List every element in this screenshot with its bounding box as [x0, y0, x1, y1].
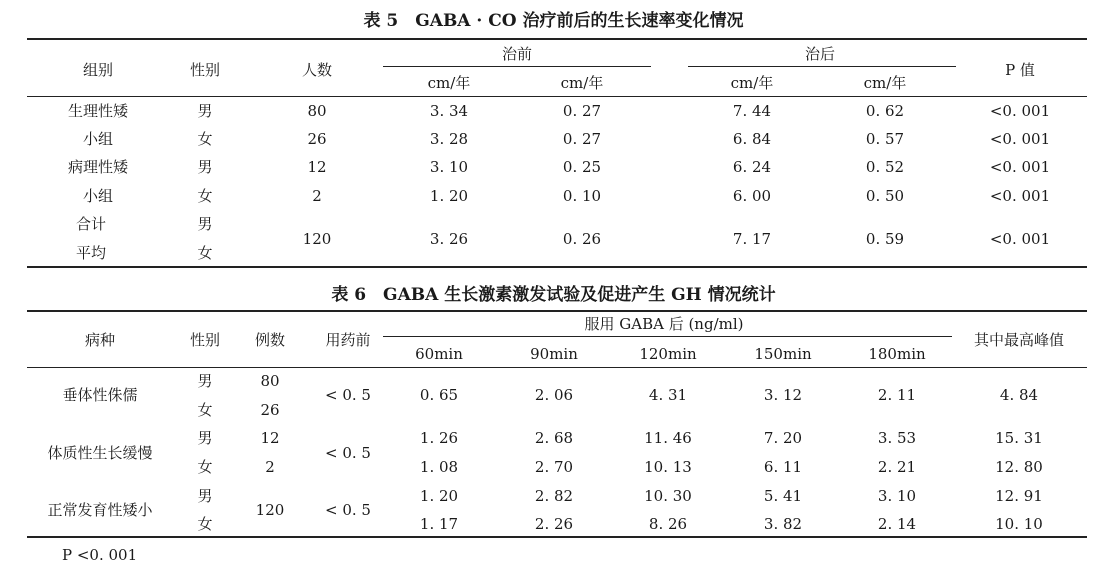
t5-total-a1: 7. 17	[732, 230, 772, 248]
t5-header-count: 人数	[301, 61, 333, 79]
t5-cell-p: <0. 001	[989, 158, 1051, 176]
t5-total-sex-m: 男	[197, 215, 213, 233]
t6-v120: 4. 31	[648, 386, 688, 404]
t6-v60: 1. 26	[419, 429, 459, 447]
t6-cases-m: 80	[260, 372, 280, 390]
t6-sex-f: 女	[197, 515, 213, 533]
t6-v180: 3. 53	[877, 429, 917, 447]
t6-peak: 15. 31	[995, 429, 1043, 447]
t5-unit-1: cm/年	[427, 74, 471, 92]
t5-unit-2: cm/年	[560, 74, 604, 92]
table5-title: 表 5 GABA · CO 治疗前后的生长速率变化情况	[363, 11, 744, 31]
t5-header-group: 组别	[82, 61, 114, 79]
t5-cell-count: 26	[307, 130, 327, 148]
t6-disease: 垂体性侏儒	[62, 386, 138, 404]
t6-header-after: 服用 GABA 后 (ng/ml)	[584, 315, 744, 333]
t5-cell-b2: 0. 27	[562, 130, 602, 148]
t6-disease: 正常发育性矮小	[47, 501, 153, 519]
t5-cell-sex: 女	[197, 130, 213, 148]
t5-cell-p: <0. 001	[989, 187, 1051, 205]
t6-v150: 7. 20	[763, 429, 803, 447]
t5-cell-b2: 0. 25	[562, 158, 602, 176]
t6-pre: < 0. 5	[325, 501, 371, 519]
t6-v120: 11. 46	[644, 429, 692, 447]
t5-total-sex-f: 女	[197, 244, 213, 262]
t5-unit-4: cm/年	[863, 74, 907, 92]
t5-cell-a2: 0. 52	[865, 158, 905, 176]
t5-cell-sex: 男	[197, 102, 213, 120]
t6-cases-m: 12	[260, 429, 280, 447]
t6-v150: 5. 41	[763, 487, 803, 505]
t5-header-after: 治后	[804, 45, 836, 63]
t5-header-p: P 值	[1005, 61, 1035, 79]
t6-v180: 2. 11	[877, 386, 917, 404]
t5-cell-count: 12	[307, 158, 327, 176]
t6-header-rule	[27, 367, 1087, 368]
t5-total-count: 120	[302, 230, 332, 248]
t6-v180: 2. 14	[877, 515, 917, 533]
t5-cell-sex: 女	[197, 187, 213, 205]
t6-header-disease: 病种	[84, 331, 116, 349]
t5-total-a2: 0. 59	[865, 230, 905, 248]
t6-v60: 1. 20	[419, 487, 459, 505]
t6-cases-f: 2	[265, 458, 275, 476]
t6-v60: 0. 65	[419, 386, 459, 404]
t5-cell-a2: 0. 62	[865, 102, 905, 120]
t6-sex-m: 男	[197, 429, 213, 447]
t5-cell-count: 80	[307, 102, 327, 120]
t5-cell-sex: 男	[197, 158, 213, 176]
t6-sex-m: 男	[197, 487, 213, 505]
t5-cell-b1: 3. 28	[429, 130, 469, 148]
t6-v120: 10. 30	[644, 487, 692, 505]
t6-v120: 8. 26	[648, 515, 688, 533]
t6-v90: 2. 82	[534, 487, 574, 505]
t6-sex-f: 女	[197, 401, 213, 419]
table6-bottom-rule	[27, 536, 1087, 538]
t5-cell-a1: 6. 24	[732, 158, 772, 176]
t6-header-90: 90min	[530, 345, 578, 363]
t6-v150: 6. 11	[763, 458, 803, 476]
t5-cell-a1: 7. 44	[732, 102, 772, 120]
t6-peak: 12. 91	[995, 487, 1043, 505]
t6-header-180: 180min	[868, 345, 926, 363]
t6-v90: 2. 06	[534, 386, 574, 404]
t5-cell-b1: 3. 34	[429, 102, 469, 120]
t6-v90: 2. 26	[534, 515, 574, 533]
t5-average-label: 平均	[75, 244, 107, 262]
t6-cases-f: 26	[260, 401, 280, 419]
t5-cell-a2: 0. 50	[865, 187, 905, 205]
table5-top-rule	[27, 38, 1087, 40]
t6-sex-m: 男	[197, 372, 213, 390]
t6-pre: < 0. 5	[325, 444, 371, 462]
t6-pre: < 0. 5	[325, 386, 371, 404]
t6-peak: 12. 80	[995, 458, 1043, 476]
t5-cell-count: 2	[312, 187, 322, 205]
t6-v150: 3. 12	[763, 386, 803, 404]
t5-header-rule	[27, 96, 1087, 97]
t5-total-p: <0. 001	[989, 230, 1051, 248]
t6-peak: 4. 84	[999, 386, 1039, 404]
t6-header-peak: 其中最高峰值	[973, 331, 1065, 349]
t5-cell-a2: 0. 57	[865, 130, 905, 148]
table5-bottom-rule	[27, 266, 1087, 268]
t6-header-120: 120min	[639, 345, 697, 363]
t5-unit-3: cm/年	[730, 74, 774, 92]
t5-cell-a1: 6. 84	[732, 130, 772, 148]
table6-title: 表 6 GABA 生长激素激发试验及促进产生 GH 情况统计	[331, 285, 776, 305]
t5-total-b2: 0. 26	[562, 230, 602, 248]
t6-v90: 2. 68	[534, 429, 574, 447]
t6-header-sex: 性别	[189, 331, 221, 349]
table6-top-rule	[27, 310, 1087, 312]
t6-after-rule	[383, 336, 952, 337]
t5-cell-p: <0. 001	[989, 130, 1051, 148]
t5-cell-b2: 0. 27	[562, 102, 602, 120]
t5-header-sex: 性别	[189, 61, 221, 79]
t5-header-before: 治前	[501, 45, 533, 63]
t6-v120: 10. 13	[644, 458, 692, 476]
t5-cell-group: 小组	[82, 130, 114, 148]
significance-note: P <0. 001	[62, 546, 138, 564]
t5-after-rule	[688, 66, 956, 67]
t5-total-label: 合计	[75, 215, 107, 233]
t5-cell-b2: 0. 10	[562, 187, 602, 205]
t6-cases: 120	[255, 501, 285, 519]
t5-cell-group: 病理性矮	[67, 158, 129, 176]
t6-v90: 2. 70	[534, 458, 574, 476]
t5-cell-a1: 6. 00	[732, 187, 772, 205]
t6-disease: 体质性生长缓慢	[47, 444, 153, 462]
t6-v150: 3. 82	[763, 515, 803, 533]
t5-cell-group: 小组	[82, 187, 114, 205]
t6-header-pre: 用药前	[325, 331, 371, 349]
t6-header-60: 60min	[415, 345, 463, 363]
t6-header-cases: 例数	[254, 331, 286, 349]
t6-v60: 1. 08	[419, 458, 459, 476]
t5-total-b1: 3. 26	[429, 230, 469, 248]
t6-v180: 2. 21	[877, 458, 917, 476]
t6-peak: 10. 10	[995, 515, 1043, 533]
t5-cell-b1: 1. 20	[429, 187, 469, 205]
t6-header-150: 150min	[754, 345, 812, 363]
t5-cell-group: 生理性矮	[67, 102, 129, 120]
t5-cell-p: <0. 001	[989, 102, 1051, 120]
t6-sex-f: 女	[197, 458, 213, 476]
t6-v180: 3. 10	[877, 487, 917, 505]
t5-cell-b1: 3. 10	[429, 158, 469, 176]
t6-v60: 1. 17	[419, 515, 459, 533]
t5-before-rule	[383, 66, 651, 67]
